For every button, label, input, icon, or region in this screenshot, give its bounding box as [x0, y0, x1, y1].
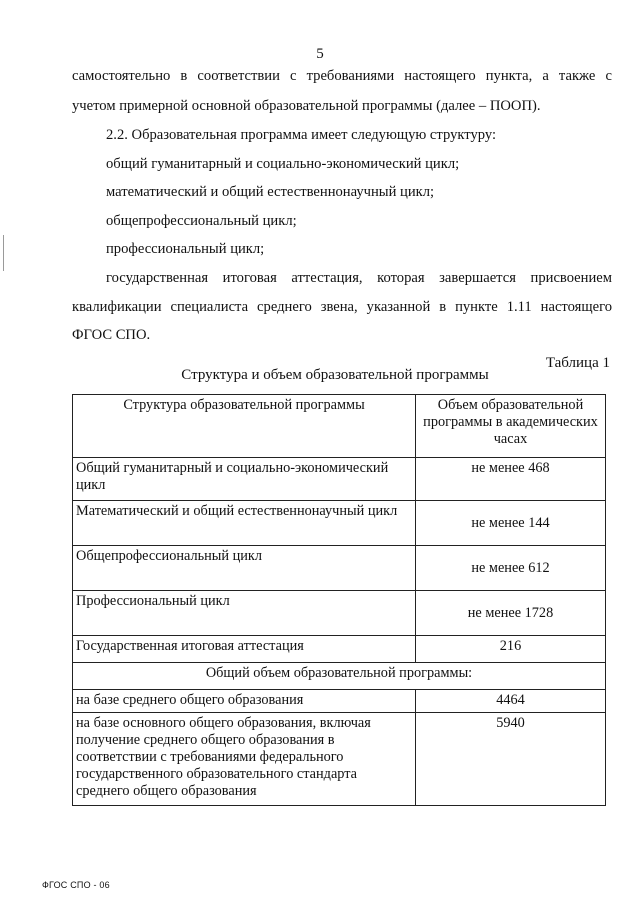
table-row	[73, 636, 606, 663]
row-value: 4464	[416, 690, 606, 713]
row-value: не менее 612	[416, 546, 606, 591]
table-row	[73, 458, 606, 501]
section-heading: 2.2. Образовательная программа имеет следующую структуру:	[106, 127, 497, 143]
row-name: Общепрофессиональный цикл	[73, 546, 416, 591]
row-value: 5940	[416, 713, 606, 806]
paragraph-line: самостоятельно в соответствии с требованиями настоящего пункта, а также с	[72, 68, 612, 84]
table-row	[73, 591, 606, 636]
list-item: математический и общий естественнонаучный цикл;	[106, 184, 435, 200]
list-item: ФГОС СПО.	[72, 327, 151, 343]
structure-table	[72, 394, 606, 806]
row-value: не менее 144	[416, 501, 606, 546]
row-name: Математический и общий естественнонаучный цикл	[73, 501, 416, 546]
row-name: Государственная итоговая аттестация	[73, 636, 416, 663]
total-header-row	[73, 663, 606, 690]
list-item: профессиональный цикл;	[106, 241, 265, 257]
table-title: Структура и объем образовательной программы	[181, 367, 489, 383]
table-row	[73, 690, 606, 713]
table-label: Таблица 1	[545, 355, 610, 371]
table-row	[73, 713, 606, 806]
list-item: общий гуманитарный и социально-экономический цикл;	[106, 156, 460, 172]
page-number: 5	[316, 46, 324, 62]
row-value: 216	[416, 636, 606, 663]
row-value: не менее 468	[416, 458, 606, 501]
row-name: Общий гуманитарный и социально-экономический цикл	[73, 458, 416, 501]
list-item: квалификации специалиста среднего звена, указанной в пункте 1.11 настоящего	[72, 299, 612, 315]
header-structure: Структура образовательной программы	[73, 395, 416, 458]
table-header-row	[73, 395, 606, 458]
table-row	[73, 501, 606, 546]
header-volume: Объем образовательной программы в академических часах	[416, 395, 606, 458]
list-item: государственная итоговая аттестация, которая завершается присвоением	[106, 270, 612, 286]
list-item: общепрофессиональный цикл;	[106, 213, 297, 229]
row-name: на базе среднего общего образования	[73, 690, 416, 713]
row-name: Профессиональный цикл	[73, 591, 416, 636]
footer-code: ФГОС СПО - 06	[42, 880, 110, 890]
paragraph-line: учетом примерной основной образовательной программы (далее – ПООП).	[72, 98, 541, 114]
scan-margin-mark	[3, 235, 4, 271]
table-row	[73, 546, 606, 591]
total-header: Общий объем образовательной программы:	[73, 663, 606, 690]
row-name: на базе основного общего образования, включая получение среднего общего образования в соответствии с требованиями федерального государственного образовательного стандарта среднего общего образования	[73, 713, 416, 806]
row-value: не менее 1728	[416, 591, 606, 636]
